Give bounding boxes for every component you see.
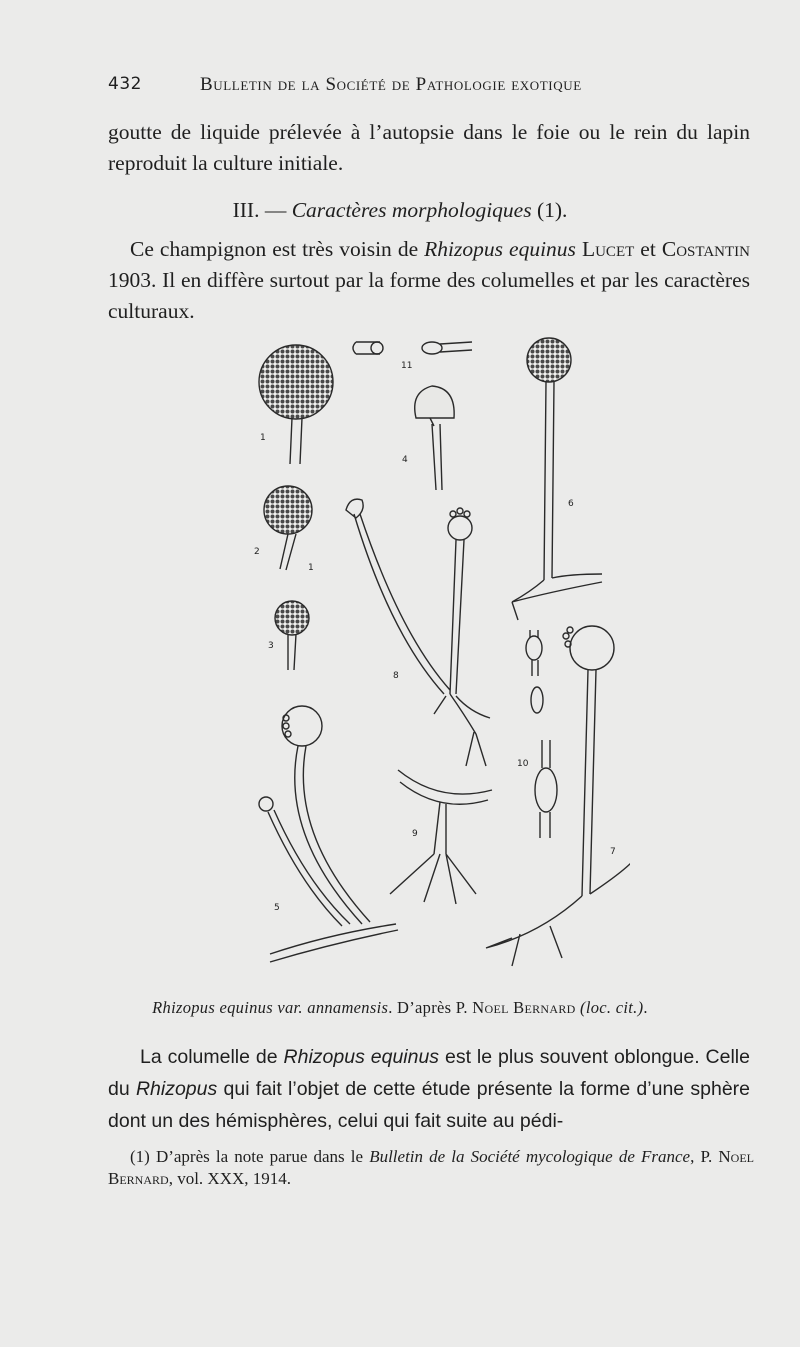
footnote — [108, 1146, 754, 1190]
label-6: 6 — [568, 499, 574, 509]
label-1: 1 — [260, 433, 266, 443]
p2-author-1: Lucet — [581, 237, 635, 261]
p2-author-2: Costantin — [661, 237, 750, 261]
p2-species: Rhizopus equinus — [424, 237, 576, 261]
footnote-text-b: , P. — [690, 1147, 719, 1166]
label-8: 8 — [393, 671, 399, 681]
label-9: 9 — [412, 829, 418, 839]
p3-species: Rhizopus equinus — [283, 1046, 440, 1068]
p2-text-b: et — [634, 237, 662, 261]
caption-end: . — [643, 998, 648, 1017]
p2-text-a: Ce champignon est très voisin de — [130, 237, 425, 261]
sporangium-1 — [259, 345, 333, 419]
p2-text-c: 1903. Il en diffère surtout par la forme des columelles et par les caractères culturaux. — [108, 268, 750, 323]
label-3: 3 — [268, 641, 274, 651]
sporangium-6 — [527, 338, 571, 382]
label-4: 4 — [402, 455, 408, 465]
footnote-author: Noel Bernard — [108, 1147, 754, 1188]
label-2: 2 — [254, 547, 260, 557]
label-11: 11 — [401, 361, 413, 371]
caption-text: . D’après P. — [388, 998, 473, 1017]
figure-labels — [254, 361, 616, 913]
section-title: Caractères morphologiques — [291, 198, 532, 222]
footnote-journal: Bulletin de la Société mycologique de France — [369, 1147, 691, 1166]
label-7: 7 — [610, 847, 616, 857]
sporangium-3 — [275, 601, 309, 635]
label-10: 10 — [517, 759, 529, 769]
caption-species: Rhizopus equinus var. annamensis — [152, 998, 389, 1017]
sporangium-2 — [264, 486, 312, 534]
section-heading — [0, 198, 800, 223]
running-header — [108, 74, 748, 104]
label-5: 5 — [274, 903, 280, 913]
p3-genus: Rhizopus — [135, 1078, 218, 1100]
page-number: 432 — [108, 74, 142, 94]
label-1b: 1 — [308, 563, 314, 573]
p3-text-a: La columelle de — [140, 1046, 284, 1068]
section-number: III. — — [232, 198, 292, 222]
caption-ref: (loc. cit.) — [580, 998, 644, 1017]
running-title: Bulletin de la Société de Pathologie exotique — [200, 74, 582, 95]
p3-text-b: est le plus souvent oblongue. Celle du — [108, 1046, 750, 1100]
section-note-ref: (1). — [531, 198, 568, 222]
footnote-text-a: (1) D’après la note parue dans le — [130, 1147, 370, 1166]
rhizopus-drawing — [250, 334, 630, 974]
footnote-text-c: , vol. XXX, 1914. — [168, 1169, 291, 1188]
figure-caption — [0, 998, 800, 1018]
p3-text-c: qui fait l’objet de cette étude présente la forme d’une sphère dont un des hémisphères, celui qui fait suite au pédi- — [108, 1078, 751, 1132]
paragraph-2 — [108, 234, 750, 327]
figure-illustration — [250, 334, 630, 974]
paragraph-3 — [108, 1041, 750, 1137]
caption-author: Noel Bernard — [472, 998, 576, 1017]
paragraph-1: goutte de liquide prélevée à l’autopsie dans le foie ou le rein du lapin reproduit la culture initiale. — [108, 120, 750, 175]
